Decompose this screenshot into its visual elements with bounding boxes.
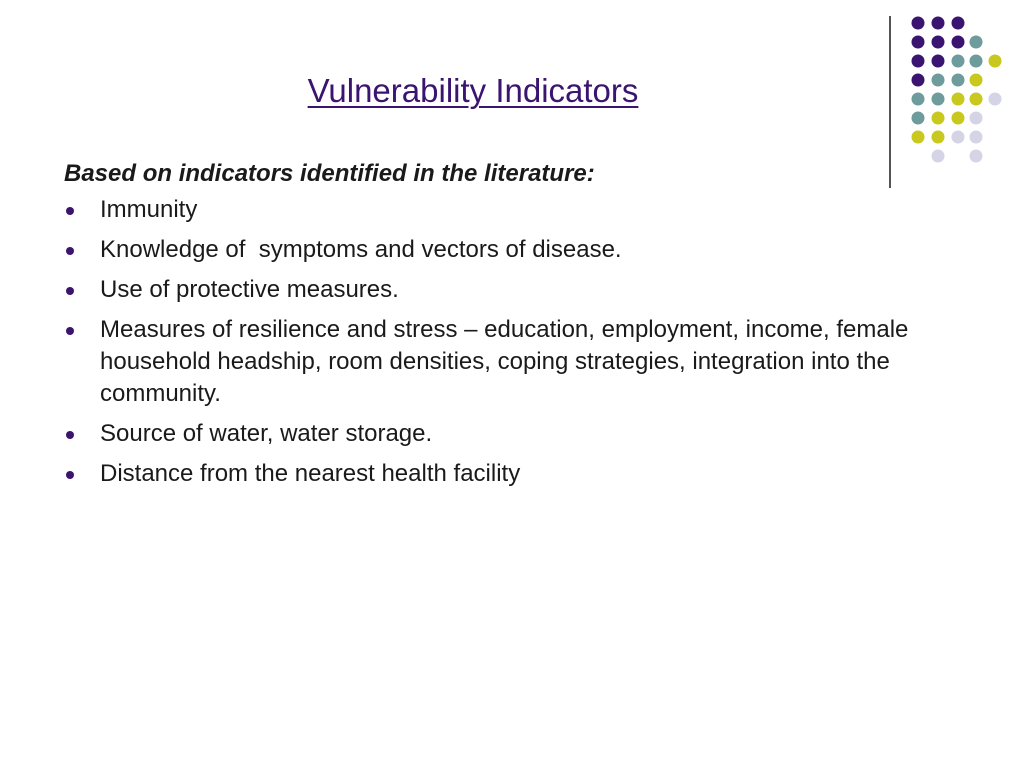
dot: [952, 74, 965, 87]
dot: [970, 150, 983, 163]
bullet-dot-icon: [66, 207, 74, 215]
dot: [932, 17, 945, 30]
dot: [952, 17, 965, 30]
dot: [932, 55, 945, 68]
dot: [970, 36, 983, 49]
bullet-text: Use of protective measures.: [100, 276, 399, 303]
bullet-item: [64, 274, 914, 306]
bullet-item: [64, 194, 914, 226]
bullet-text: Knowledge of symptoms and vectors of disease.: [100, 236, 622, 263]
bullet-text: Measures of resilience and stress – education, employment, income, female household headship, room densities, coping strategies, integration into the community.: [100, 316, 909, 407]
dot: [952, 55, 965, 68]
bullet-dot-icon: [66, 327, 74, 335]
dot: [970, 112, 983, 125]
dot: [912, 17, 925, 30]
bullet-text: Immunity: [100, 196, 198, 223]
dot: [932, 36, 945, 49]
dot: [912, 55, 925, 68]
bullet-item: [64, 458, 914, 490]
dot: [970, 131, 983, 144]
dot: [932, 131, 945, 144]
dot: [952, 36, 965, 49]
dot: [970, 74, 983, 87]
dot: [970, 55, 983, 68]
slide-body: [64, 158, 914, 498]
bullet-text: Distance from the nearest health facility: [100, 460, 521, 487]
dot: [989, 93, 1002, 106]
dot: [970, 93, 983, 106]
dot: [912, 36, 925, 49]
dot: [912, 131, 925, 144]
bullet-item: [64, 234, 914, 266]
dot: [989, 55, 1002, 68]
dot: [952, 112, 965, 125]
bullet-item: [64, 418, 914, 450]
bullet-dot-icon: [66, 471, 74, 479]
slide-title: Vulnerability Indicators: [307, 72, 639, 109]
dot: [912, 112, 925, 125]
dot: [932, 112, 945, 125]
intro-text: Based on indicators identified in the literature:: [64, 160, 595, 187]
dot: [952, 131, 965, 144]
bullet-dot-icon: [66, 247, 74, 255]
bullet-dot-icon: [66, 431, 74, 439]
bullet-dot-icon: [66, 287, 74, 295]
bullet-text: Source of water, water storage.: [100, 420, 433, 447]
bullet-list: [64, 194, 914, 490]
dot: [952, 93, 965, 106]
dot: [932, 150, 945, 163]
bullet-item: [64, 314, 914, 410]
